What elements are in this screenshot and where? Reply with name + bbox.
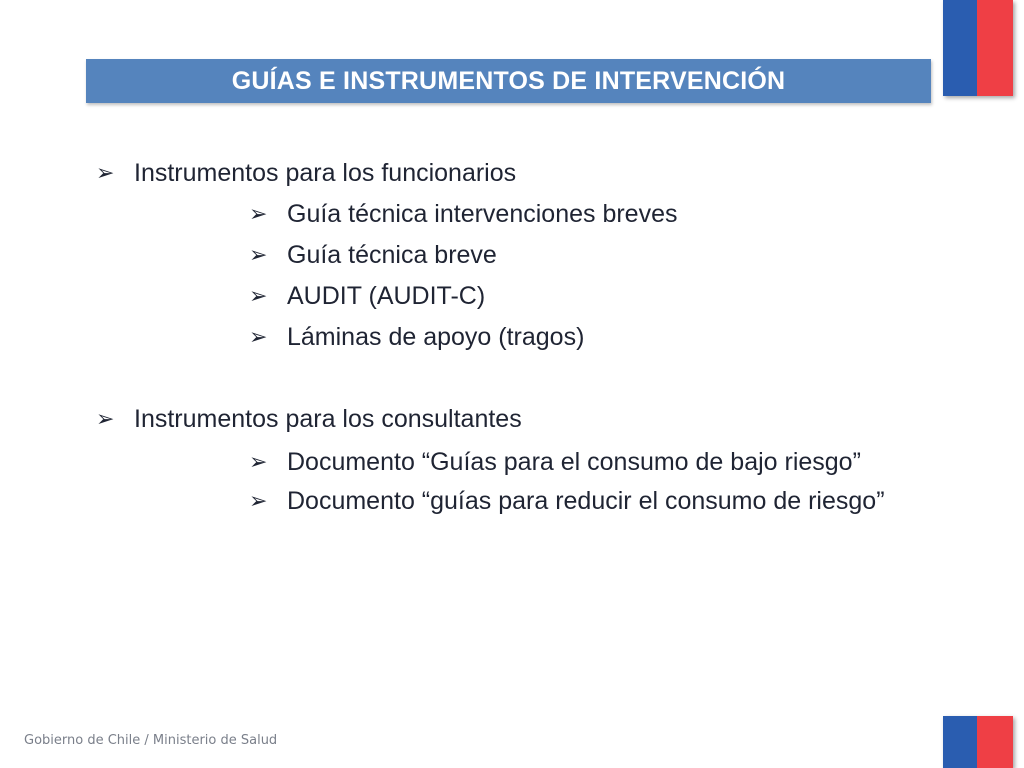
list-item	[249, 279, 485, 313]
page-title: GUÍAS E INSTRUMENTOS DE INTERVENCIÓN	[231, 66, 786, 95]
footer-text: Gobierno de Chile / Ministerio de Salud	[24, 733, 278, 748]
list-item	[249, 238, 497, 272]
arrow-bullet-icon: ➢	[249, 242, 268, 267]
arrow-bullet-icon: ➢	[96, 406, 115, 431]
arrow-bullet-icon: ➢	[96, 160, 115, 185]
section-heading-text: Instrumentos para los consultantes	[134, 405, 522, 433]
flag-red-stripe	[977, 716, 1013, 768]
arrow-bullet-icon: ➢	[249, 283, 268, 308]
list-item-text: Guía técnica breve	[287, 241, 497, 269]
section-heading	[96, 402, 522, 436]
arrow-bullet-icon: ➢	[249, 324, 268, 349]
list-item-text: Documento “guías para reducir el consumo de riesgo”	[287, 487, 885, 515]
arrow-bullet-icon: ➢	[249, 488, 268, 513]
list-item-text: Guía técnica intervenciones breves	[287, 200, 678, 228]
list-item-text: Láminas de apoyo (tragos)	[287, 323, 585, 351]
chile-flag-logo-bottom	[943, 716, 1013, 768]
list-item	[249, 197, 678, 231]
list-item-text: Documento “Guías para el consumo de bajo riesgo”	[287, 448, 861, 476]
arrow-bullet-icon: ➢	[249, 449, 268, 474]
section-heading-text: Instrumentos para los funcionarios	[134, 159, 517, 187]
list-item	[249, 445, 861, 479]
list-item-text: AUDIT (AUDIT-C)	[287, 282, 486, 310]
arrow-bullet-icon: ➢	[249, 201, 268, 226]
flag-blue-stripe	[943, 716, 977, 768]
section-heading	[96, 156, 516, 190]
list-item	[249, 484, 897, 518]
list-item	[249, 320, 584, 354]
